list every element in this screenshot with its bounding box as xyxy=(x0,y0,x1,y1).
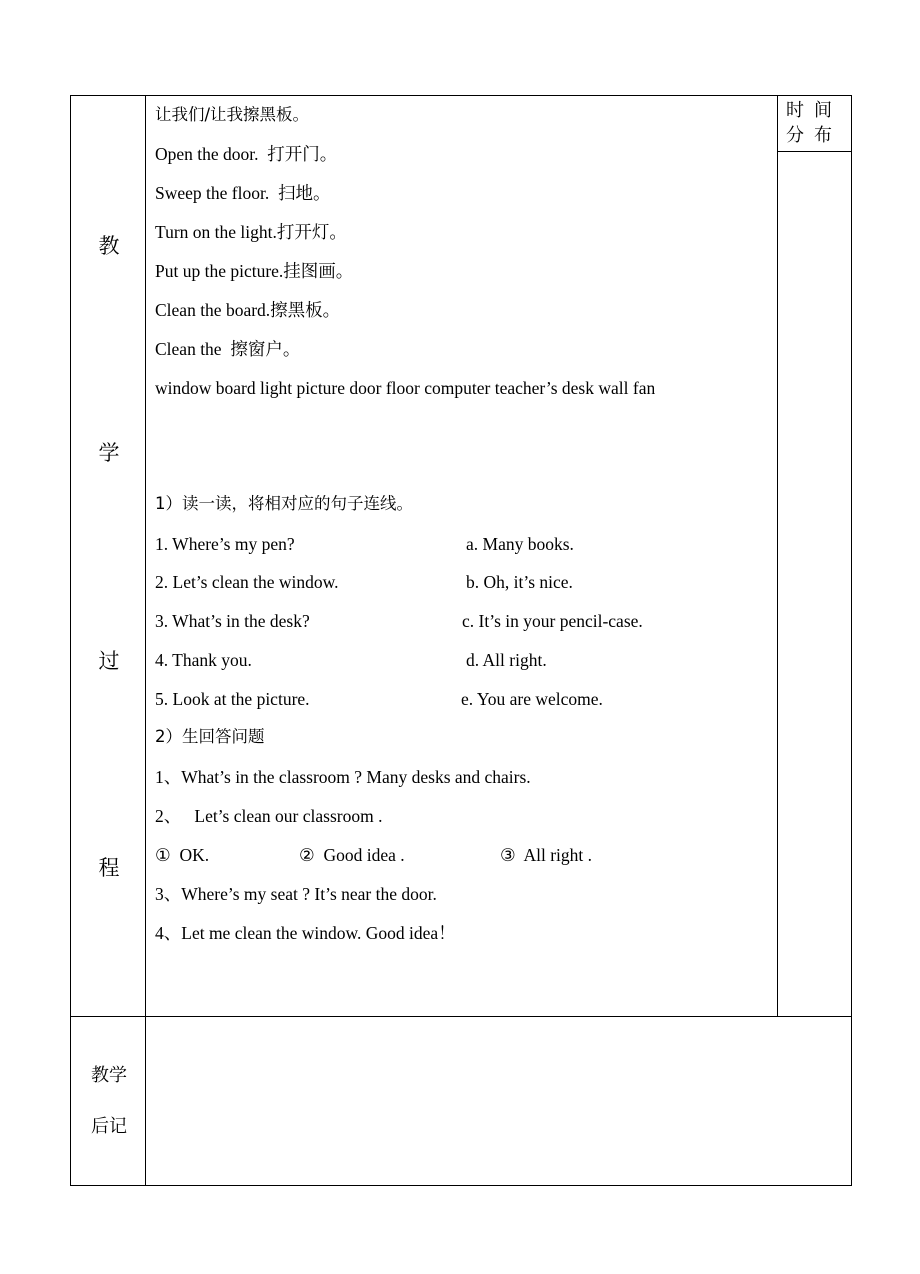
time-header-line-2: 分布 xyxy=(786,125,842,146)
process-label-char-3: 过 xyxy=(98,649,120,673)
time-header-line-1: 时间 xyxy=(786,100,842,121)
vocabulary-line: window board light picture door floor computer teacher’s desk wall fan xyxy=(155,378,656,398)
exercise-1-answer: b. Oh, it’s nice. xyxy=(466,572,573,592)
option-1: ① OK. xyxy=(155,845,210,865)
outer-table-border xyxy=(70,95,852,1186)
postscript-label-line-1: 教学 xyxy=(91,1065,127,1086)
content-line: Open the door. 打开门。 xyxy=(155,144,338,164)
exercise-1-question: 1. Where’s my pen? xyxy=(155,534,295,554)
process-label-char-2: 学 xyxy=(98,441,120,465)
exercise-2-line: 4、Let me clean the window. Good idea！ xyxy=(155,923,456,943)
exercise-1-answer: d. All right. xyxy=(466,650,547,670)
section-divider xyxy=(70,1016,852,1017)
exercise-2-line: 3、Where’s my seat ? It’s near the door. xyxy=(155,884,437,904)
exercise-1-answer: e. You are welcome. xyxy=(461,689,603,709)
option-2: ② Good idea . xyxy=(299,845,405,865)
content-line: 让我们/让我擦黑板。 xyxy=(155,105,310,124)
content-line: Clean the board.擦黑板。 xyxy=(155,300,341,320)
exercise-2-title: 2）生回答问题 xyxy=(155,727,265,746)
exercise-1-answer: a. Many books. xyxy=(466,534,574,554)
exercise-1-question: 2. Let’s clean the window. xyxy=(155,572,339,592)
process-label-char-4: 程 xyxy=(98,856,120,880)
exercise-2-line: 1、What’s in the classroom ? Many desks and chairs. xyxy=(155,767,531,787)
exercise-1-answer: c. It’s in your pencil-case. xyxy=(462,611,643,631)
exercise-1-question: 5. Look at the picture. xyxy=(155,689,310,709)
content-line: Sweep the floor. 扫地。 xyxy=(155,183,331,203)
postscript-label-line-2: 后记 xyxy=(91,1116,127,1137)
exercise-1-question: 4. Thank you. xyxy=(155,650,252,670)
content-line: Put up the picture.挂图画。 xyxy=(155,261,354,281)
content-line: Clean the 擦窗户。 xyxy=(155,339,301,359)
exercise-1-question: 3. What’s in the desk? xyxy=(155,611,310,631)
option-3: ③ All right . xyxy=(500,845,593,865)
time-header-divider xyxy=(777,151,852,152)
exercise-2-line: 2、 Let’s clean our classroom . xyxy=(155,806,383,826)
left-column-divider xyxy=(145,95,146,1186)
content-line: Turn on the light.打开灯。 xyxy=(155,222,347,242)
process-label-char-1: 教 xyxy=(98,234,120,258)
exercise-1-title: 1）读一读，将相对应的句子连线。 xyxy=(155,494,413,513)
time-column-divider xyxy=(777,95,778,1017)
